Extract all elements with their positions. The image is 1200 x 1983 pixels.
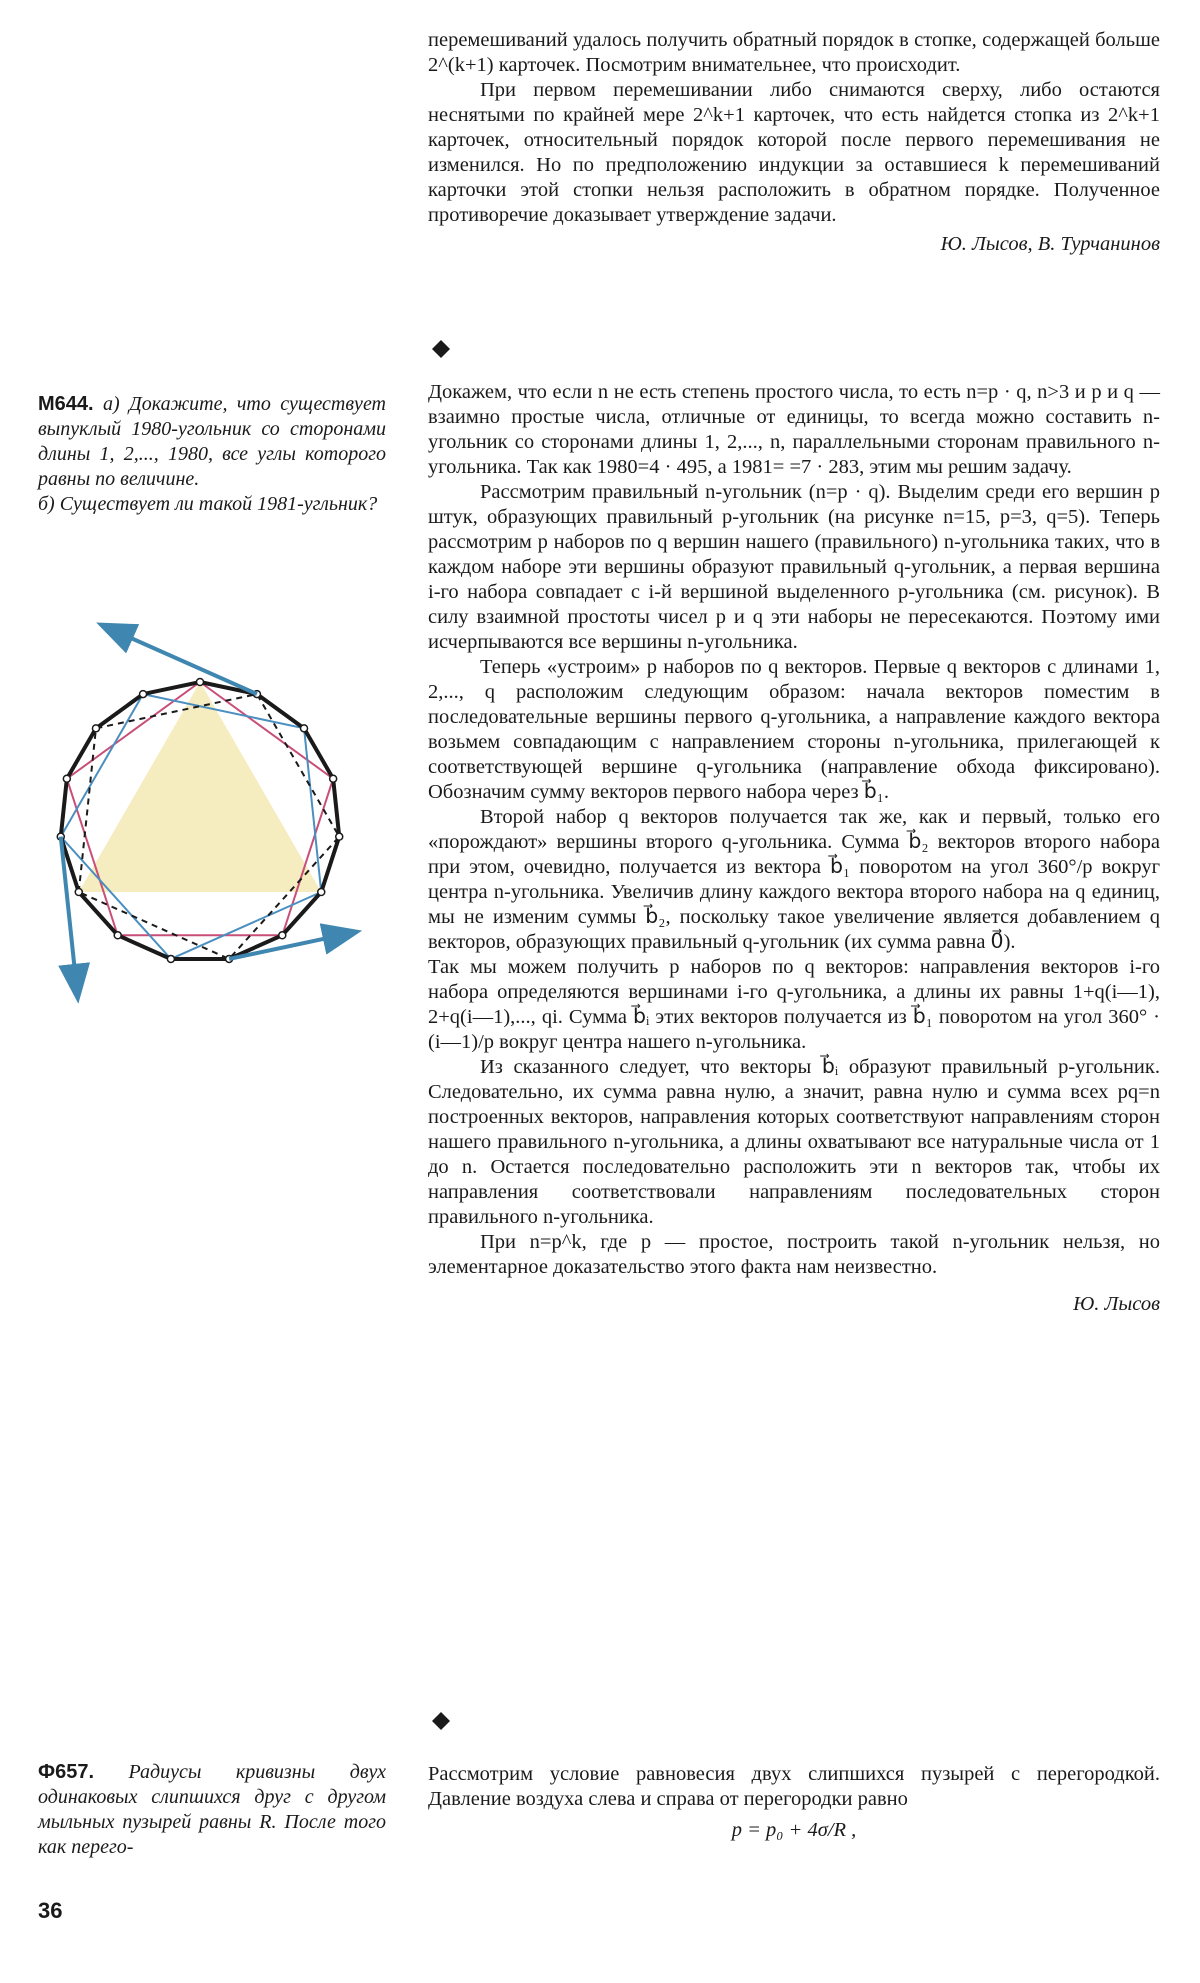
paragraph: Рассмотрим условие равновесия двух слипшихся пузырей с перегородкой. Давление воздуха слева и справа от перегородки равно — [428, 1763, 1160, 1810]
article-top — [428, 28, 1160, 257]
paragraph: При первом перемешивании либо снимаются сверху, либо остаются неснятыми по крайней мере 2^k+1 карточек, что есть найдется стопка из 2^k+1 карточек, относительный порядок которой после первого перемешивания не изменился. Но по предположению индукции за оставшиеся k перемешиваний карточки этой стопки нельзя расположить в обратном порядке. Полученное противоречие доказывает утверждение задачи. — [428, 79, 1160, 226]
paragraph: При n=p^k, где p — простое, построить такой n-угольник нельзя, но элементарное доказательство этого факта нам неизвестно. — [428, 1231, 1160, 1278]
vertex-dot — [92, 725, 99, 732]
problem-label: М644. — [38, 393, 94, 415]
vertex-dot — [75, 889, 82, 896]
signature: Ю. Лысов — [1073, 1293, 1160, 1315]
problem-text-b: б) Существует ли такой 1981-угльник? — [38, 493, 378, 515]
paragraph: Рассмотрим правильный n-угольник (n=p · q). Выделим среди его вершин p штук, образующих правильный p-угольник (на рисунке n=15, p=3, q=5). Теперь рассмотрим p наборов по q вершин нашего (правильного) n-угольника таких, что в каждом наборе эти вершины образуют правильный q-угольник, а первая вершина i-го набора совпадает с i-й вершиной выделенного p-угольника (см. рисунок). В силу взаимной простоты чисел p и q эти наборы не пересекаются. Поэтому ими исчерпываются все вершины n-угольника. — [428, 481, 1160, 653]
paragraph: Из сказанного следует, что векторы b⃗ᵢ образуют правильный p-угольник. Следовательно, их сумма равна нулю, а значит, равна нулю и сумма всех pq=n построенных векторов, направления которых соответствуют направлениям сторон нашего правильного n-угольника, а длины охватывают все натуральные числа от 1 до n. Остается последовательно расположить эти n векторов так, чтобы их направления соответствовали направлениям последовательных сторон правильного n-угольника. — [428, 1056, 1160, 1228]
diamond-icon — [432, 1712, 450, 1730]
vertex-dot — [140, 691, 147, 698]
paragraph: Так мы можем получить p наборов по q векторов: направления векторов i-го набора определяются вершинами i-го q-угольника, а длины их равны 1+q(i—1), 2+q(i—1),..., qi. Сумма b⃗ᵢ этих векторов получается из b⃗₁ поворотом на угол 360° · (i—1)/p вокруг центра нашего n-угольника. — [428, 956, 1160, 1053]
diamond-icon — [432, 340, 450, 358]
vertex-dot — [330, 775, 337, 782]
vector-arrow — [229, 932, 354, 959]
vertex-dot — [336, 833, 343, 840]
solution-m644 — [428, 380, 1160, 1317]
problem-text-a: а) Докажите, что существует выпуклый 1980-угольник со сторонами длины 1, 2,..., 1980, все углы которого равны по величине. — [38, 393, 386, 490]
vertex-dot — [167, 955, 174, 962]
formula: p = p₀ + 4σ/R , — [731, 1819, 857, 1841]
problem-m644 — [38, 392, 386, 517]
polygon-figure — [30, 612, 370, 1032]
vertex-dot — [114, 932, 121, 939]
problem-f657 — [38, 1760, 386, 1860]
solution-f657 — [428, 1762, 1160, 1843]
vertex-dot — [318, 889, 325, 896]
problem-label: Ф657. — [38, 1761, 94, 1783]
paragraph: перемешиваний удалось получить обратный порядок в стопке, содержащей больше 2^(k+1) карточек. Посмотрим внимательнее, что происходит. — [428, 29, 1160, 76]
vector-arrow — [103, 626, 256, 694]
paragraph: Теперь «устроим» p наборов по q векторов. Первые q векторов с длинами 1, 2,..., q расположим следующим образом: начала векторов поместим в последовательные вершины первого q-угольника, а направление каждого вектора возьмем совпадающим с направлением стороны n-угольника, прилегающей к соответствующей вершине q-угольника (направление обхода фиксировано). Обозначим сумму векторов первого набора через b⃗₁. — [428, 656, 1160, 803]
paragraph: Докажем, что если n не есть степень простого числа, то есть n=p · q, n>3 и p и q — взаимно простые числа, отличные от единицы, то всегда можно составить n-угольник со сторонами длины 1, 2,..., n, параллельными сторонам правильного n-угольника. Так как 1980=4 · 495, а 1981= =7 · 283, этим мы решим задачу. — [428, 381, 1160, 478]
page-number: 36 — [38, 1898, 63, 1923]
vertex-dot — [197, 679, 204, 686]
signature: Ю. Лысов, В. Турчанинов — [940, 233, 1160, 255]
vertex-dot — [63, 775, 70, 782]
vertex-dot — [301, 725, 308, 732]
problem-text: Радиусы кривизны двух одинаковых слипшихся друг с другом мыльных пузырей равны R. После того как перего- — [38, 1761, 387, 1858]
paragraph: Второй набор q векторов получается так же, как и первый, только его «порождают» вершины второго q-угольника. Сумма b⃗₂ векторов второго набора при этом, очевидно, получается из вектора b⃗₁ поворотом на угол 360°/p вокруг центра n-угольника. Увеличив длину каждого вектора второго набора на q единиц, мы не изменим суммы b⃗₂, поскольку такое увеличение является добавлением q векторов, образующих правильный q-угольник (их сумма равна 0⃗). — [428, 806, 1160, 953]
vertex-dot — [279, 932, 286, 939]
